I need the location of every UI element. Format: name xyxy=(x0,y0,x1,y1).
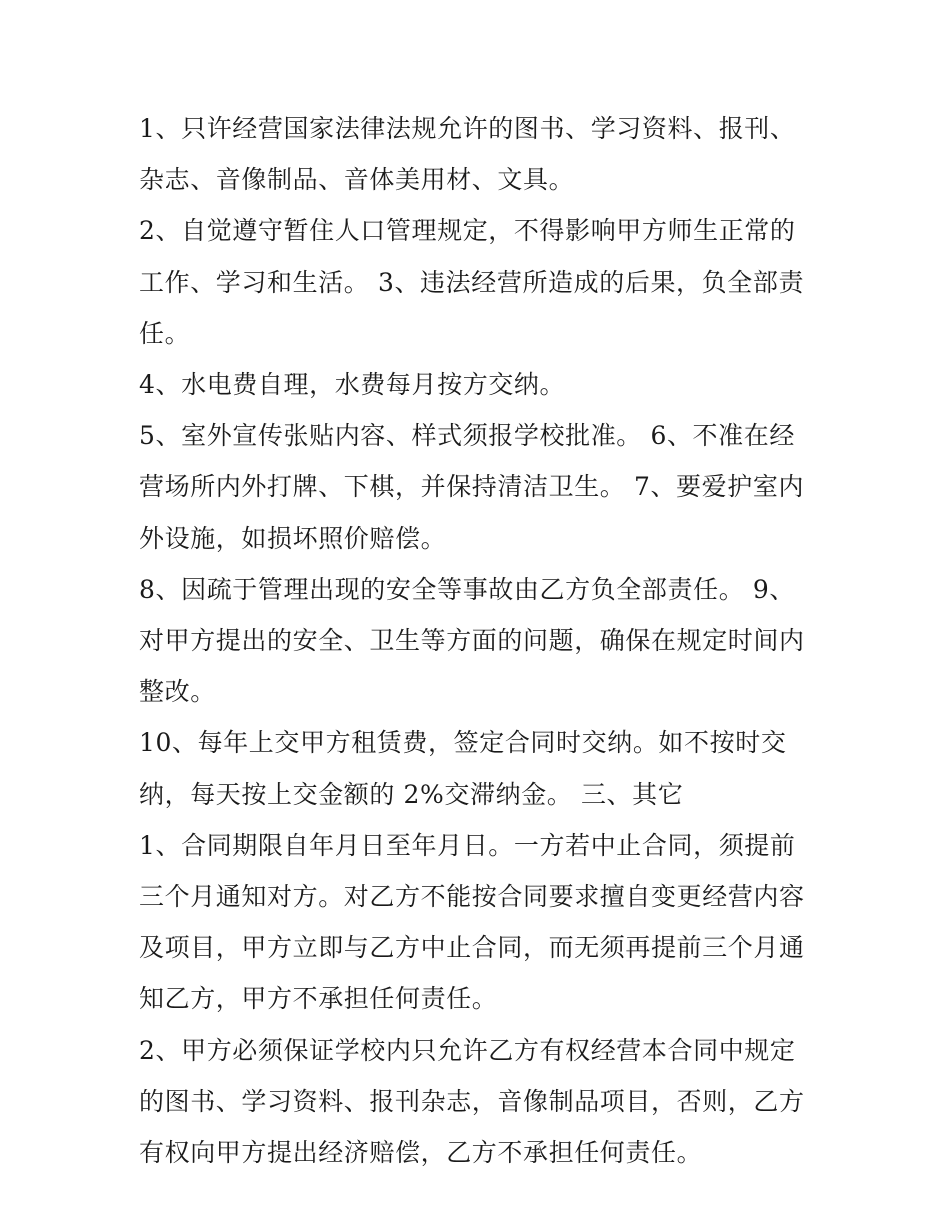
paragraph-term-2: 2、甲方必须保证学校内只允许乙方有权经营本合同中规定的图书、学习资料、报刊杂志，音像制品项目，否则，乙方有权向甲方提出经济赔偿，乙方不承担任何责任。 xyxy=(139,1035,805,1168)
paragraph-term-1: 1、合同期限自年月日至年月日。一方若中止合同，须提前三个月通知对方。对乙方不能按合同要求擅自变更经营内容及项目，甲方立即与乙方中止合同，而无须再提前三个月通知乙方，甲方不承担任何责任。 xyxy=(139,830,805,1014)
paragraph-item-4: 4、水电费自理，水费每月按方交纳。 xyxy=(139,370,566,400)
paragraph-item-5: 5、室外宣传张贴内容、样式须报学校批准。 6、不准在经营场所内外打牌、下棋，并保持清洁卫生。 7、要爱护室内外设施，如损坏照价赔偿。 xyxy=(139,421,805,553)
paragraph-item-2: 2、自觉遵守暂住人口管理规定，不得影响甲方师生正常的工作、学习和生活。 3、违法经营所造成的后果，负全部责任。 xyxy=(139,216,805,348)
paragraph-item-8: 8、因疏于管理出现的安全等事故由乙方负全部责任。 9、对甲方提出的安全、卫生等方面的问题，确保在规定时间内整改。 xyxy=(139,574,805,707)
document-body xyxy=(139,103,815,1178)
paragraph-item-10: 10、每年上交甲方租赁费，签定合同时交纳。如不按时交纳，每天按上交金额的 2%交滞纳金。 三、其它 xyxy=(139,728,787,809)
paragraph-item-1: 1、只许经营国家法律法规允许的图书、学习资料、报刊、杂志、音像制品、音体美用材、文具。 xyxy=(139,114,796,195)
